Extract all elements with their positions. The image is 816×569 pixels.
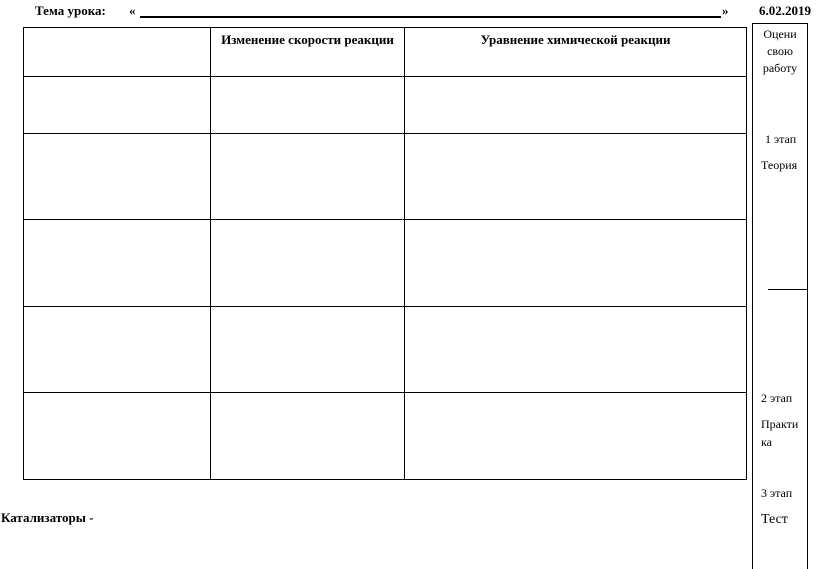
lesson-date: 6.02.2019 (759, 3, 811, 18)
stage-1-label: 1 этап (765, 132, 797, 146)
catalysts-label: Катализаторы - (1, 510, 94, 525)
quote-close: » (722, 3, 729, 18)
stage-2-label: 2 этап (761, 391, 793, 405)
table-cell[interactable] (211, 220, 405, 307)
lesson-topic-label: Тема урока: (35, 3, 106, 18)
worksheet-table (23, 27, 747, 480)
heading-line: работу (762, 61, 798, 75)
table-row (24, 307, 747, 393)
stage-2-name-line: Практи (761, 417, 799, 431)
topic-blank-line[interactable] (140, 16, 721, 18)
stage-3-label: 3 этап (761, 486, 793, 500)
table-cell[interactable] (405, 307, 747, 393)
stage-3-name: Тест (761, 512, 788, 527)
table-cell[interactable] (405, 134, 747, 220)
table-cell[interactable] (24, 393, 211, 480)
table-cell[interactable] (24, 134, 211, 220)
table-row (24, 134, 747, 220)
score-blank-line[interactable] (768, 289, 808, 290)
table-row (24, 220, 747, 307)
heading-line: Оцени (763, 27, 797, 41)
quote-open: « (129, 3, 136, 18)
stage-2-name-line: ка (761, 435, 772, 449)
stage-2-name (761, 415, 798, 451)
table-cell[interactable] (24, 307, 211, 393)
table-cell[interactable] (405, 77, 747, 134)
table-cell[interactable] (405, 220, 747, 307)
header-cell-blank (24, 28, 211, 77)
table-cell[interactable] (211, 307, 405, 393)
header-cell-equation: Уравнение химической реакции (405, 28, 747, 77)
heading-line: свою (767, 44, 793, 58)
self-assessment-panel (752, 23, 808, 569)
table-cell[interactable] (24, 220, 211, 307)
table-cell[interactable] (24, 77, 211, 134)
header-cell-rate-change: Изменение скорости реакции (211, 28, 405, 77)
stage-1-name: Теория (761, 158, 798, 172)
table-row (24, 77, 747, 134)
table-cell[interactable] (211, 134, 405, 220)
table-cell[interactable] (211, 393, 405, 480)
table-cell[interactable] (405, 393, 747, 480)
table-row (24, 393, 747, 480)
self-assessment-heading (753, 26, 807, 77)
table-header-row (24, 28, 747, 77)
table-cell[interactable] (211, 77, 405, 134)
